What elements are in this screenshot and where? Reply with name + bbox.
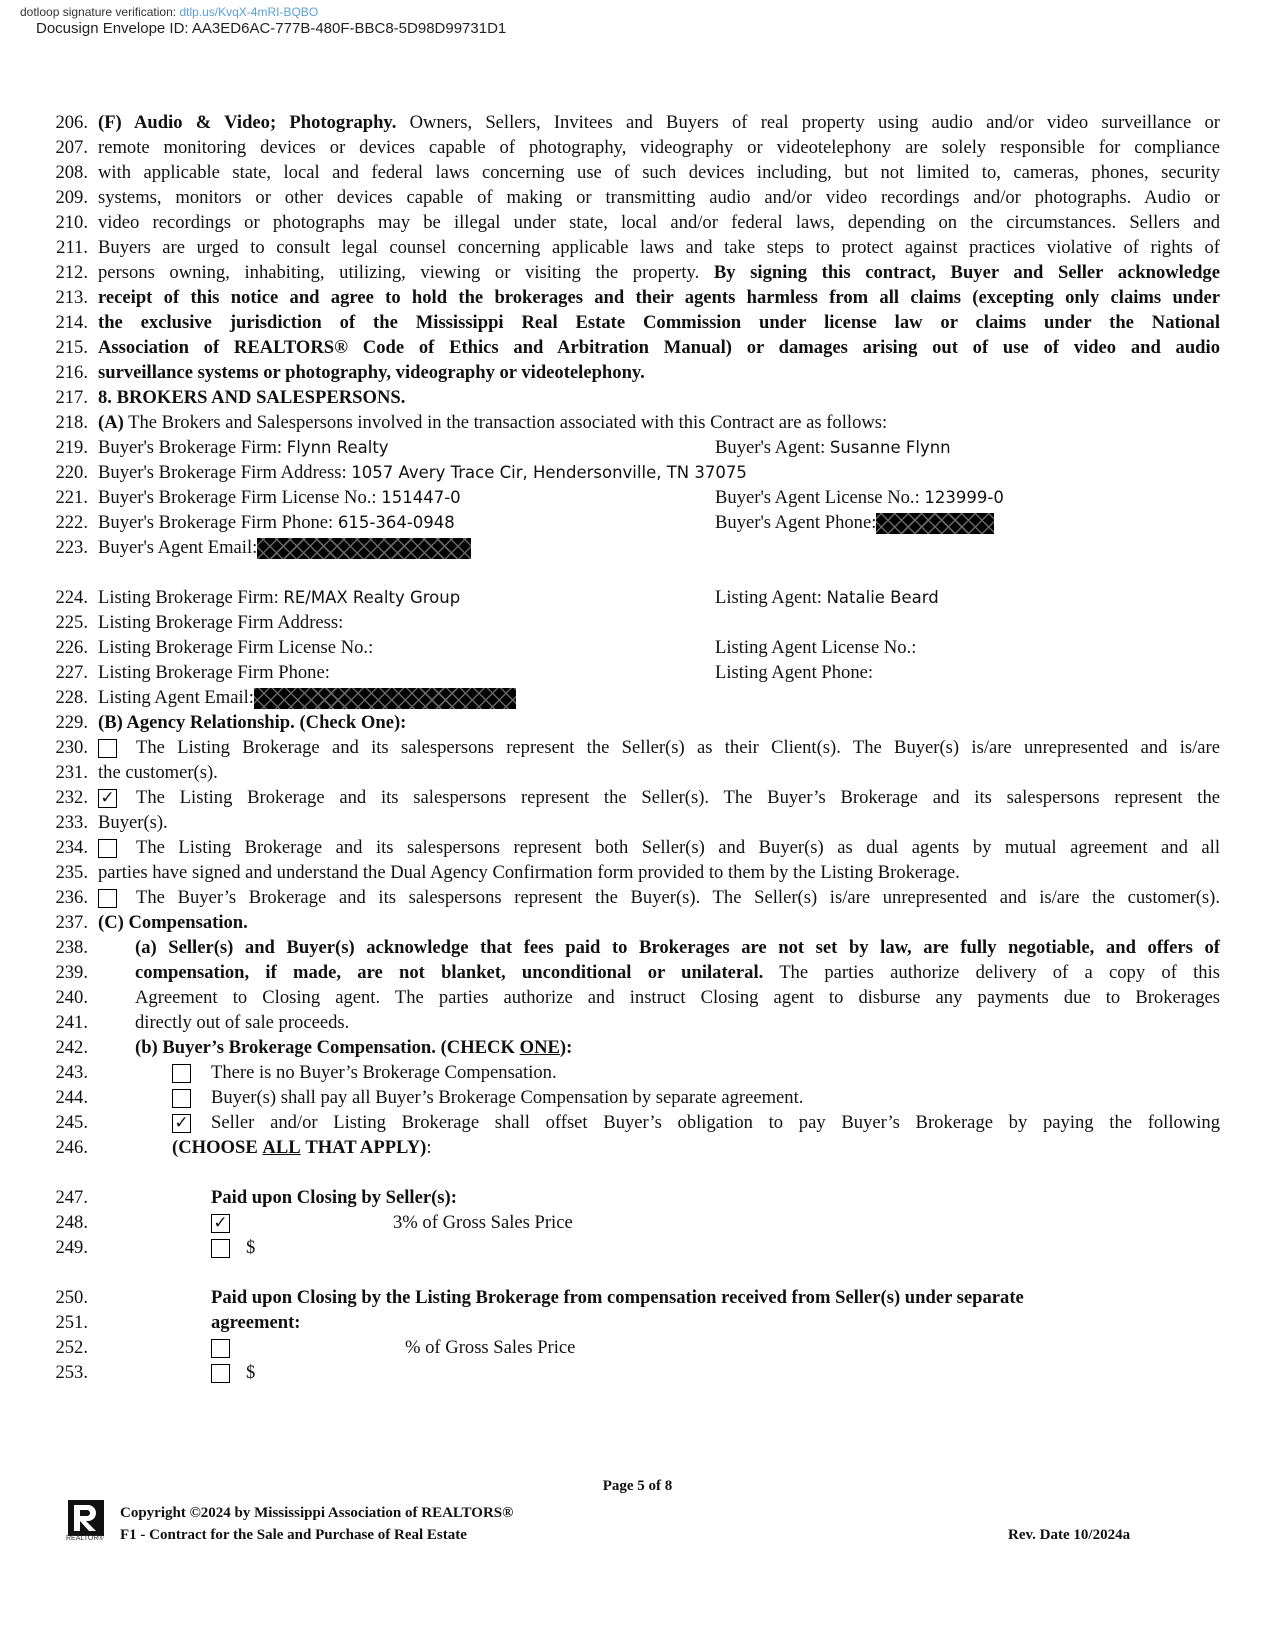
line-221: 221. Buyer's Brokerage Firm License No.: 151447-0 Buyer's Agent License No.: 123999-0 xyxy=(55,487,1004,508)
agency-option-2-checkbox[interactable]: ✓ xyxy=(98,789,117,808)
line-220: 220. Buyer's Brokerage Firm Address: 1057 Avery Trace Cir, Hendersonville, TN 37075 xyxy=(55,462,747,483)
redacted-buyer-agent-phone xyxy=(876,513,994,534)
listing-agent-value[interactable]: Natalie Beard xyxy=(826,588,939,607)
seller-dollar-checkbox[interactable] xyxy=(211,1239,230,1258)
redacted-buyer-agent-email xyxy=(257,538,471,559)
line-248: 248. ✓ 3% of Gross Sales Price xyxy=(55,1212,573,1233)
line-238: 238. (a) Seller(s) and Buyer(s) acknowledge that fees paid to Brokerages are not set by law, are fully negotiable, and offers of xyxy=(55,937,1220,958)
signature-verification xyxy=(20,5,318,19)
line-250: 250. Paid upon Closing by the Listing Brokerage from compensation received from Seller(s) under separate xyxy=(55,1287,1024,1308)
redacted-listing-agent-email xyxy=(254,688,516,709)
section-f-heading: (F) Audio & Video; Photography. xyxy=(98,112,397,133)
line-227: 227. Listing Brokerage Firm Phone: Listing Agent Phone: xyxy=(55,662,874,683)
line-219: 219. Buyer's Brokerage Firm: Flynn Realty Buyer's Agent: Susanne Flynn xyxy=(55,437,951,458)
line-214: 214. the exclusive jurisdiction of the Mississippi Real Estate Commission under license law or claims under the National xyxy=(55,312,1220,333)
seller-percent-text: 3% of Gross Sales Price xyxy=(393,1212,573,1233)
line-212: 212. persons owning, inhabiting, utilizing, viewing or visiting the property. By signing this contract, Buyer and Seller acknowledge xyxy=(55,262,1220,283)
line-239: 239. compensation, if made, are not blanket, unconditional or unilateral. The parties authorize delivery of a copy of this xyxy=(55,962,1220,983)
buyer-brokerage-address-value[interactable]: 1057 Avery Trace Cir, Hendersonville, TN 37075 xyxy=(351,463,747,482)
seller-offset-compensation-checkbox[interactable]: ✓ xyxy=(172,1114,191,1133)
line-229: 229. (B) Agency Relationship. (Check One): xyxy=(55,712,407,733)
line-246: 246. (CHOOSE ALL THAT APPLY): xyxy=(55,1137,432,1158)
no-buyer-compensation-checkbox[interactable] xyxy=(172,1064,191,1083)
buyer-brokerage-phone-value[interactable]: 615-364-0948 xyxy=(337,513,455,532)
line-253: 253. $ xyxy=(55,1362,256,1383)
line-208: 208. with applicable state, local and federal laws concerning use of such devices including, but not limited to, cameras, phones, security xyxy=(55,162,1220,183)
line-251: 251. agreement: xyxy=(55,1312,301,1333)
logo-caption: REALTOR® xyxy=(66,1535,104,1542)
revision-date: Rev. Date 10/2024a xyxy=(1008,1527,1131,1543)
line-206: 206. (F) Audio & Video; Photography. Owners, Sellers, Invitees and Buyers of real property using audio and/or video surveillance or xyxy=(55,112,1221,133)
listing-dollar-checkbox[interactable] xyxy=(211,1364,230,1383)
line-207: 207. remote monitoring devices or devices capable of photography, videography or videotelephony are solely responsible for compliance xyxy=(55,137,1220,158)
line-235: 235. parties have signed and understand the Dual Agency Confirmation form provided to them by the Listing Brokerage. xyxy=(55,862,960,883)
section-8-heading: 8. BROKERS AND SALESPERSONS. xyxy=(98,387,406,408)
buyer-brokerage-firm-value[interactable]: Flynn Realty xyxy=(286,438,389,457)
page-number: Page 5 of 8 xyxy=(602,1478,673,1494)
line-232: 232. ✓ The Listing Brokerage and its salespersons represent the Seller(s). The Buyer’s Brokerage and its salespersons represent the xyxy=(55,787,1220,808)
line-243: 243. There is no Buyer’s Brokerage Compensation. xyxy=(55,1062,557,1083)
listing-brokerage-firm-value[interactable]: RE/MAX Realty Group xyxy=(283,588,461,607)
line-231: 231. the customer(s). xyxy=(55,762,218,783)
line-225: 225. Listing Brokerage Firm Address: xyxy=(55,612,344,633)
agency-option-4-checkbox[interactable] xyxy=(98,889,117,908)
line-249: 249. $ xyxy=(55,1237,256,1258)
line-218: 218. (A) The Brokers and Salespersons involved in the transaction associated with this Contract are as follows: xyxy=(55,412,888,433)
line-247: 247. Paid upon Closing by Seller(s): xyxy=(55,1187,457,1208)
line-223: 223. Buyer's Agent Email: xyxy=(0,535,1275,560)
line-216: 216. surveillance systems or photography, videography or videotelephony. xyxy=(55,362,645,383)
buyer-brokerage-license-value[interactable]: 151447-0 xyxy=(381,488,461,507)
line-242: 242. (b) Buyer’s Brokerage Compensation. (CHECK ONE): xyxy=(55,1037,573,1058)
line-224: 224. Listing Brokerage Firm: RE/MAX Realty Group Listing Agent: Natalie Beard xyxy=(55,587,939,608)
line-228: 228. Listing Agent Email: xyxy=(0,685,1275,710)
line-226: 226. Listing Brokerage Firm License No.: Listing Agent License No.: xyxy=(55,637,917,658)
line-240: 240. Agreement to Closing agent. The parties authorize and instruct Closing agent to disburse any payments due to Brokerages xyxy=(55,987,1220,1008)
line-252: 252. % of Gross Sales Price xyxy=(55,1337,576,1358)
agency-option-3-checkbox[interactable] xyxy=(98,839,117,858)
line-237: 237. (C) Compensation. xyxy=(55,912,248,933)
line-230: 230. The Listing Brokerage and its salespersons represent the Seller(s) as their Client(s). The Buyer(s) is/are unrepresented and is/are xyxy=(55,737,1220,758)
buyer-agent-value[interactable]: Susanne Flynn xyxy=(829,438,951,457)
line-213: 213. receipt of this notice and agree to hold the brokerages and their agents harmless from all claims (excepting only claims under xyxy=(55,287,1220,308)
agency-option-1-checkbox[interactable] xyxy=(98,739,117,758)
listing-percent-checkbox[interactable] xyxy=(211,1339,230,1358)
form-name: F1 - Contract for the Sale and Purchase of Real Estate xyxy=(120,1527,467,1543)
verification-label: dotloop signature verification: xyxy=(20,5,177,19)
buyer-agent-license-value[interactable]: 123999-0 xyxy=(924,488,1004,507)
verification-link[interactable]: dtlp.us/KvqX-4mRI-BQBO xyxy=(179,5,319,19)
line-211: 211. Buyers are urged to consult legal counsel concerning applicable laws and take steps to protect against practices violative of rights of xyxy=(56,237,1220,258)
line-244: 244. Buyer(s) shall pay all Buyer’s Brokerage Compensation by separate agreement. xyxy=(55,1087,804,1108)
line-234: 234. The Listing Brokerage and its salespersons represent both Seller(s) and Buyer(s) as dual agents by mutual agreement and all xyxy=(55,837,1220,858)
line-210: 210. video recordings or photographs may be illegal under state, local and/or federal laws, depending on the circumstances. Sellers and xyxy=(55,212,1220,233)
line-217: 217. 8. BROKERS AND SALESPERSONS. xyxy=(55,387,406,408)
seller-percent-checkbox[interactable]: ✓ xyxy=(211,1214,230,1233)
line-233: 233. Buyer(s). xyxy=(55,812,168,833)
line-245: 245. ✓ Seller and/or Listing Brokerage shall offset Buyer’s obligation to pay Buyer’s Brokerage by paying the following xyxy=(55,1112,1220,1133)
envelope-id: Docusign Envelope ID: AA3ED6AC-777B-480F-BBC8-5D98D99731D1 xyxy=(36,20,507,37)
line-241: 241. directly out of sale proceeds. xyxy=(55,1012,350,1033)
copyright: Copyright ©2024 by Mississippi Association of REALTORS® xyxy=(120,1505,514,1521)
line-236: 236. The Buyer’s Brokerage and its salespersons represent the Buyer(s). The Seller(s) is/are unrepresented and is/are the customer(s). xyxy=(55,887,1220,908)
line-209: 209. systems, monitors or other devices capable of making or transmitting audio and/or video recordings and/or photographs. Audio or xyxy=(55,187,1220,208)
buyer-pays-compensation-checkbox[interactable] xyxy=(172,1089,191,1108)
line-222: 222. Buyer's Brokerage Firm Phone: 615-364-0948 Buyer's Agent Phone: xyxy=(0,510,1275,535)
line-215: 215. Association of REALTORS® Code of Ethics and Arbitration Manual) or damages arising out of use of video and audio xyxy=(55,337,1220,358)
